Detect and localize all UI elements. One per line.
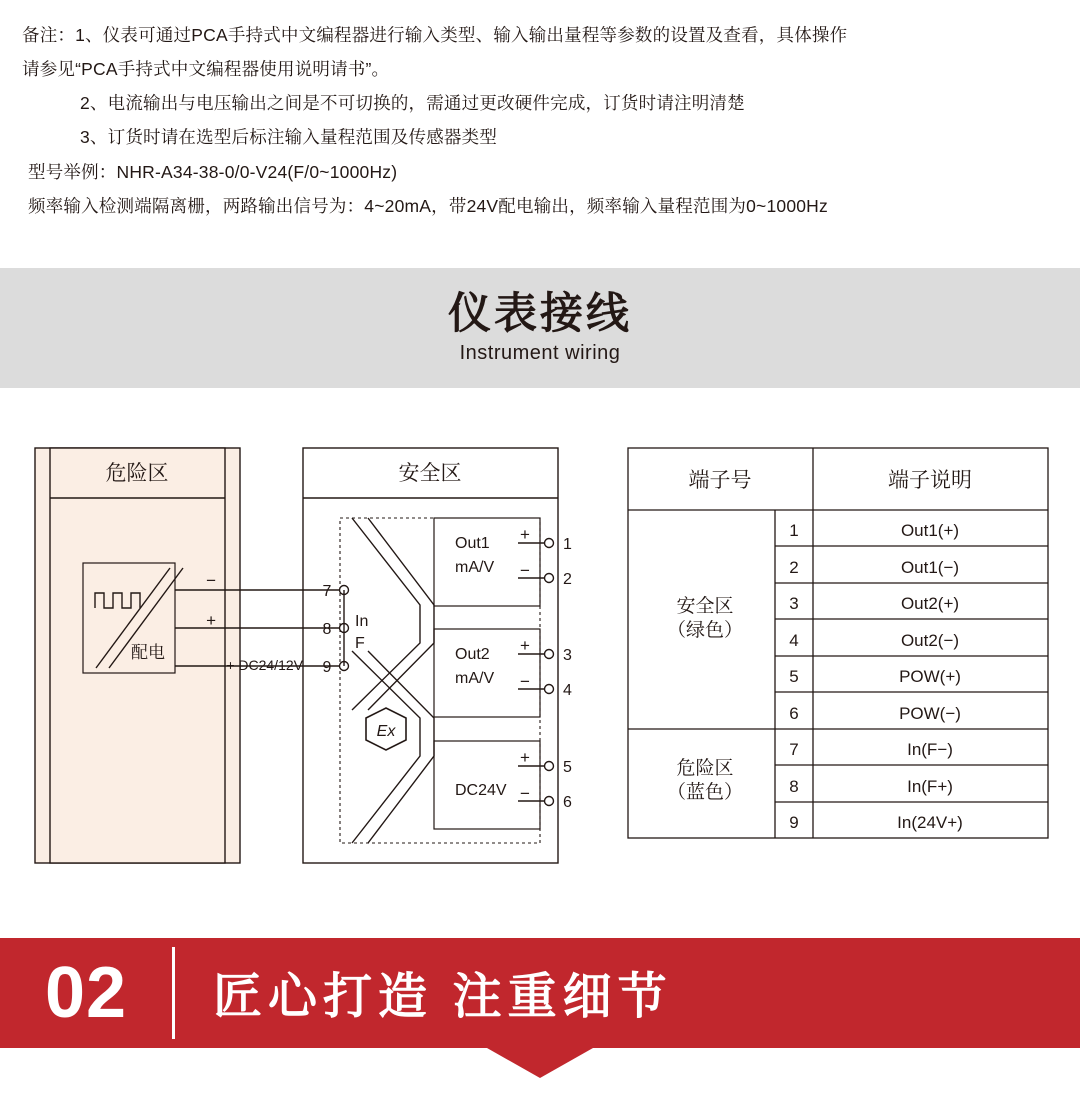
sign-3: +	[520, 636, 530, 655]
table-row-no: 1	[789, 521, 799, 540]
table-row-no: 5	[789, 667, 799, 686]
power-label: 配电	[131, 643, 165, 662]
note-line-5: 型号举例：NHR-A34-38-0/0-V24(F/0~1000Hz)	[28, 161, 398, 182]
sensor-minus-label: −	[206, 571, 216, 590]
group-label-hazard-line2: （蓝色）	[666, 782, 744, 803]
table-row-no: 8	[789, 777, 799, 796]
table-row-desc: In(24V+)	[897, 813, 963, 832]
table-row-desc: In(F−)	[907, 740, 953, 759]
table-row-desc: In(F+)	[907, 777, 953, 796]
table-header-no: 端子号	[688, 469, 752, 492]
table-row-no: 9	[789, 813, 799, 832]
footer-notch	[0, 1048, 1080, 1078]
out1-unit-label: mA/V	[455, 559, 495, 576]
wiring-diagram	[0, 400, 1080, 910]
table-row-no: 4	[789, 631, 799, 650]
footer-section-title: 匠心打造 注重细节	[213, 970, 673, 1024]
section-banner	[0, 268, 1080, 388]
group-label-safe-line1: 安全区	[676, 596, 734, 617]
f-label: F	[355, 635, 365, 652]
footer-section-number: 02	[44, 953, 128, 1033]
notes-block	[0, 0, 1080, 231]
table-row-no: 7	[789, 740, 799, 759]
group-label-safe-line2: （绿色）	[666, 620, 744, 641]
table-row-desc: POW(−)	[899, 704, 961, 723]
note-line-6: 频率输入检测端隔离栅，两路输出信号为：4~20mA，带24V配电输出，频率输入量程范围为0~1000Hz	[28, 195, 828, 216]
ex-symbol-label: Ex	[376, 723, 396, 740]
table-header-desc: 端子说明	[888, 469, 972, 492]
right-num-1: 1	[563, 536, 572, 553]
out2-label: Out2	[455, 646, 490, 663]
sign-6: −	[520, 784, 530, 803]
right-num-3: 3	[563, 647, 572, 664]
out2-unit-label: mA/V	[455, 670, 495, 687]
sign-5: +	[520, 748, 530, 767]
right-num-4: 4	[563, 682, 572, 699]
in-label: In	[355, 613, 369, 630]
right-num-6: 6	[563, 794, 572, 811]
terminal-table	[628, 448, 1048, 838]
group-label-hazard-line1: 危险区	[676, 758, 734, 779]
footer-banner	[0, 938, 1080, 1048]
terminal-7-label: 7	[322, 583, 332, 600]
table-row-no: 3	[789, 594, 799, 613]
terminal-9-label: 9	[322, 659, 332, 676]
sign-2: −	[520, 561, 530, 580]
table-row-desc: Out2(−)	[900, 631, 960, 650]
note-line-4: 3、订货时请在选型后标注输入量程范围及传感器类型	[80, 127, 498, 148]
right-num-2: 2	[563, 571, 572, 588]
table-row-no: 2	[789, 558, 799, 577]
note-line-2: 请参见“PCA手持式中文编程器使用说明请书”。	[22, 59, 390, 80]
footer-divider	[172, 947, 175, 1039]
note-line-3: 2、电流输出与电压输出之间是不可切换的，需通过更改硬件完成，订货时请注明清楚	[80, 93, 745, 114]
safe-area-label: 安全区	[398, 462, 462, 485]
table-row-desc: Out1(+)	[900, 521, 960, 540]
right-num-5: 5	[563, 759, 572, 776]
sensor-plus-label: +	[206, 611, 216, 630]
table-row-desc: Out2(+)	[900, 594, 960, 613]
sign-1: +	[520, 525, 530, 544]
hazard-area-label: 危险区	[105, 462, 169, 485]
table-row-desc: Out1(−)	[900, 558, 960, 577]
sign-4: −	[520, 672, 530, 691]
section-title-cn: 仪表接线	[448, 289, 632, 338]
table-row-desc: POW(+)	[899, 667, 961, 686]
out1-label: Out1	[455, 535, 490, 552]
section-title-en: Instrument wiring	[459, 342, 621, 365]
dc24v-label: DC24V	[455, 782, 507, 799]
table-row-no: 6	[789, 704, 799, 723]
note-line-1: 备注：1、仪表可通过PCA手持式中文编程器进行输入类型、输入输出量程等参数的设置及查看，具体操作	[22, 25, 848, 45]
terminal-8-label: 8	[322, 621, 332, 638]
dc-supply-label: + DC24/12V	[226, 657, 303, 673]
